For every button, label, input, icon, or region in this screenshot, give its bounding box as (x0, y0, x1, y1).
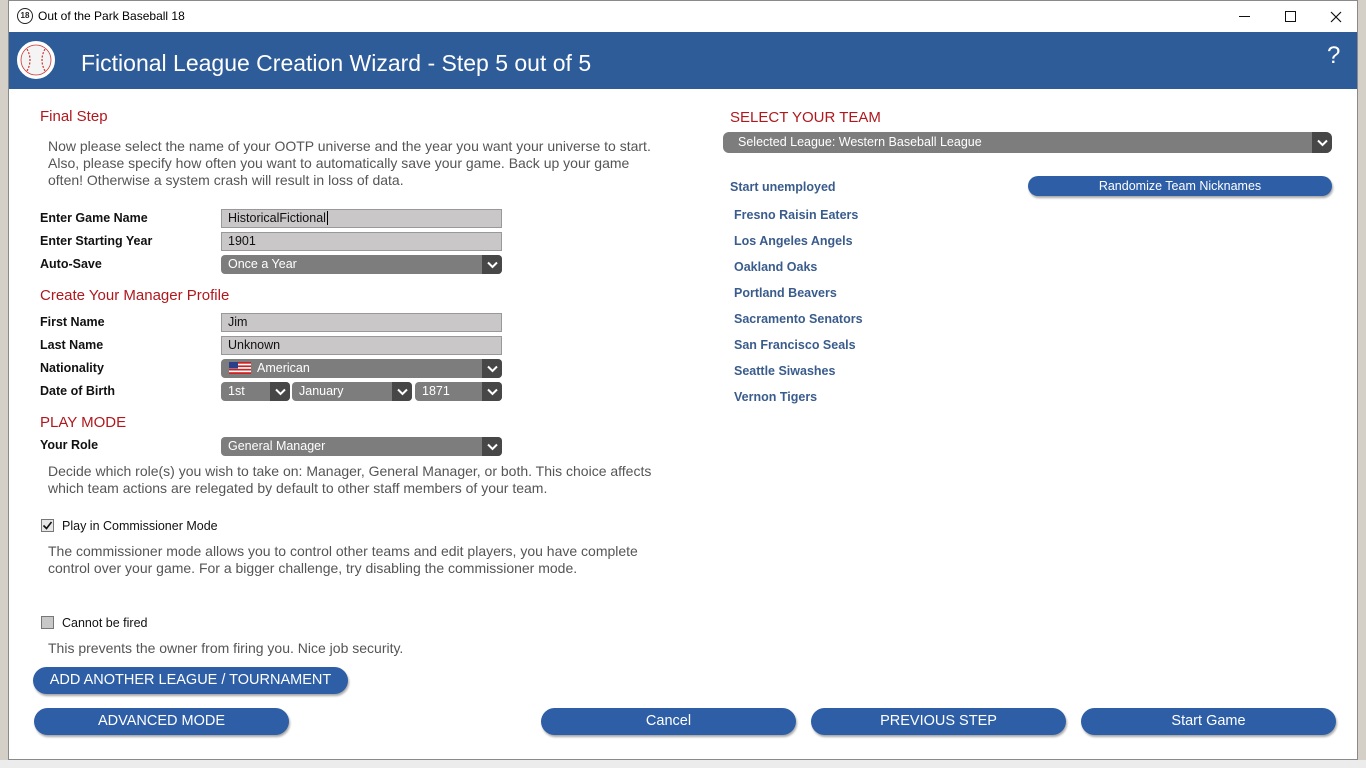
help-button[interactable]: ? (1327, 42, 1341, 69)
cannot-be-fired-description: This prevents the owner from firing you. Nice job security. (48, 640, 404, 656)
last-name-input[interactable]: Unknown (221, 336, 502, 355)
wizard-window (8, 0, 1358, 760)
chevron-down-icon (1312, 132, 1332, 153)
game-name-label: Enter Game Name (40, 211, 148, 225)
commissioner-label[interactable]: Play in Commissioner Mode (62, 519, 218, 533)
team-item[interactable]: San Francisco Seals (734, 338, 856, 352)
minimize-button[interactable] (1221, 1, 1267, 32)
dob-label: Date of Birth (40, 384, 115, 398)
close-button[interactable] (1313, 1, 1359, 32)
wizard-title: Fictional League Creation Wizard - Step 5 out of 5 (81, 50, 592, 76)
app-icon: 18 (17, 8, 33, 24)
starting-year-input[interactable]: 1901 (221, 232, 502, 251)
maximize-button[interactable] (1267, 1, 1313, 32)
chevron-down-icon (482, 255, 502, 274)
start-unemployed-link[interactable]: Start unemployed (730, 180, 836, 194)
first-name-input[interactable]: Jim (221, 313, 502, 332)
us-flag-icon (229, 362, 251, 374)
minimize-icon (1239, 16, 1250, 18)
final-step-heading: Final Step (40, 108, 108, 125)
chevron-down-icon (270, 382, 290, 401)
nationality-select[interactable] (221, 359, 502, 378)
dob-year-select[interactable]: 1871 (415, 382, 502, 401)
manager-heading: Create Your Manager Profile (40, 287, 230, 304)
select-team-heading: SELECT YOUR TEAM (730, 109, 881, 126)
team-list (734, 208, 863, 416)
team-item[interactable]: Oakland Oaks (734, 260, 818, 274)
role-select[interactable]: General Manager (221, 437, 502, 456)
start-game-button[interactable]: Start Game (1081, 708, 1336, 735)
cannot-be-fired-label[interactable]: Cannot be fired (62, 616, 148, 630)
game-name-input[interactable]: HistoricalFictional (221, 209, 502, 228)
cancel-button[interactable]: Cancel (541, 708, 796, 735)
team-item[interactable]: Seattle Siwashes (734, 364, 836, 378)
chevron-down-icon (482, 359, 502, 378)
commissioner-checkbox[interactable] (41, 519, 54, 532)
nationality-value: American (257, 361, 310, 375)
previous-step-button[interactable]: PREVIOUS STEP (811, 708, 1066, 735)
nationality-label: Nationality (40, 361, 104, 375)
background-statusbar (0, 760, 1366, 768)
autosave-label: Auto-Save (40, 257, 102, 271)
checkmark-icon (42, 520, 53, 531)
play-mode-heading: PLAY MODE (40, 414, 127, 431)
team-item[interactable]: Sacramento Senators (734, 312, 863, 326)
role-label: Your Role (40, 438, 99, 452)
commissioner-description: The commissioner mode allows you to control other teams and edit players, you have complete control over your game. For a bigger challenge, try disabling the commissioner mode. (48, 543, 638, 576)
chevron-down-icon (392, 382, 412, 401)
wizard-header (9, 32, 1357, 89)
autosave-select[interactable] (221, 255, 502, 274)
window-titlebar (9, 1, 1357, 32)
team-item[interactable]: Los Angeles Angels (734, 234, 853, 248)
autosave-value: Once a Year (228, 257, 297, 271)
advanced-mode-button[interactable]: ADVANCED MODE (34, 708, 289, 735)
last-name-label: Last Name (40, 338, 104, 352)
team-item[interactable]: Portland Beavers (734, 286, 837, 300)
randomize-nicknames-button[interactable]: Randomize Team Nicknames (1028, 176, 1332, 196)
close-icon (1330, 11, 1342, 23)
first-name-label: First Name (40, 315, 105, 329)
starting-year-label: Enter Starting Year (40, 234, 153, 248)
team-item[interactable]: Vernon Tigers (734, 390, 818, 404)
role-description: Decide which role(s) you wish to take on: Manager, General Manager, or both. This choice affects which team actions are relegated by default to other staff members of your team. (48, 463, 652, 496)
league-select[interactable]: Selected League: Western Baseball League (723, 132, 1332, 153)
chevron-down-icon (482, 382, 502, 401)
final-step-intro: Now please select the name of your OOTP universe and the year you want your universe to start. Also, please specify how often you want to automatically save your game. Back up your game often! Otherwise a system crash will result in loss of data. (48, 138, 651, 188)
baseball-logo-icon (17, 41, 55, 79)
team-item[interactable]: Fresno Raisin Eaters (734, 208, 859, 222)
dob-month-select[interactable]: January (292, 382, 412, 401)
add-league-button[interactable]: ADD ANOTHER LEAGUE / TOURNAMENT (33, 667, 348, 694)
chevron-down-icon (482, 437, 502, 456)
window-title: Out of the Park Baseball 18 (38, 9, 185, 23)
maximize-icon (1285, 11, 1296, 22)
dob-day-select[interactable]: 1st (221, 382, 290, 401)
cannot-be-fired-checkbox[interactable] (41, 616, 54, 629)
